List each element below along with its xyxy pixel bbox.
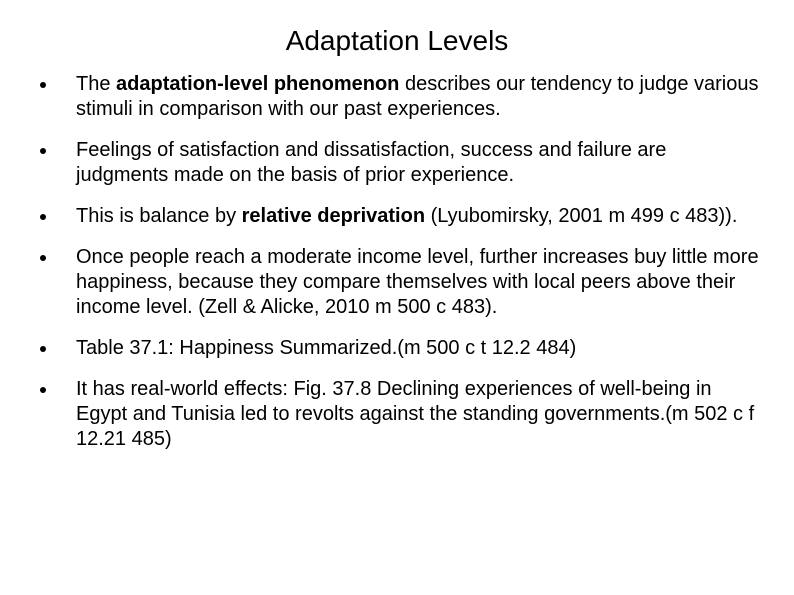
bullet-dot-icon [40,82,46,88]
bullet-list [40,72,760,468]
bullet-item [40,336,760,361]
bullet-segment: Once people reach a moderate income level, further increases buy little more happiness, because they compare themselves with local peers above their income level. (Zell & Alicke, 2010 m 500 c 483). [76,246,759,318]
bullet-item [40,72,760,122]
bullet-dot-icon [40,214,46,220]
bullet-segment: describes our tendency to judge various stimuli in comparison with our past experiences. [76,73,759,120]
bullet-text [76,205,737,227]
bullet-segment: Feelings of satisfaction and dissatisfaction, success and failure are judgments made on the basis of prior experience. [76,139,667,186]
bullet-item [40,245,760,320]
bullet-segment-bold: adaptation-level phenomenon [116,73,400,95]
bullet-text [76,73,759,120]
bullet-item [40,138,760,188]
slide-title: Adaptation Levels [285,25,509,56]
bullet-dot-icon [40,346,46,352]
bullet-segment-bold: relative deprivation [241,205,426,227]
bullet-dot-icon [40,148,46,154]
bullet-text [76,139,666,186]
bullet-segment: It has real-world effects: Fig. 37.8 Declining experiences of well-being in Egypt and Tunisia led to revolts against the standing governments.(m 502 c f 12.21 485) [76,378,755,450]
bullet-text [76,378,754,450]
bullet-dot-icon [40,387,46,393]
bullet-segment: (Lyubomirsky, 2001 m 499 c 483)). [425,205,738,227]
bullet-text [76,246,759,318]
bullet-segment: The [76,73,117,95]
bullet-text [76,337,576,359]
bullet-segment: This is balance by [76,205,242,227]
bullet-dot-icon [40,255,46,261]
bullet-item [40,204,760,229]
bullet-item [40,377,760,452]
bullet-segment: Table 37.1: Happiness Summarized.(m 500 c t 12.2 484) [76,337,577,359]
